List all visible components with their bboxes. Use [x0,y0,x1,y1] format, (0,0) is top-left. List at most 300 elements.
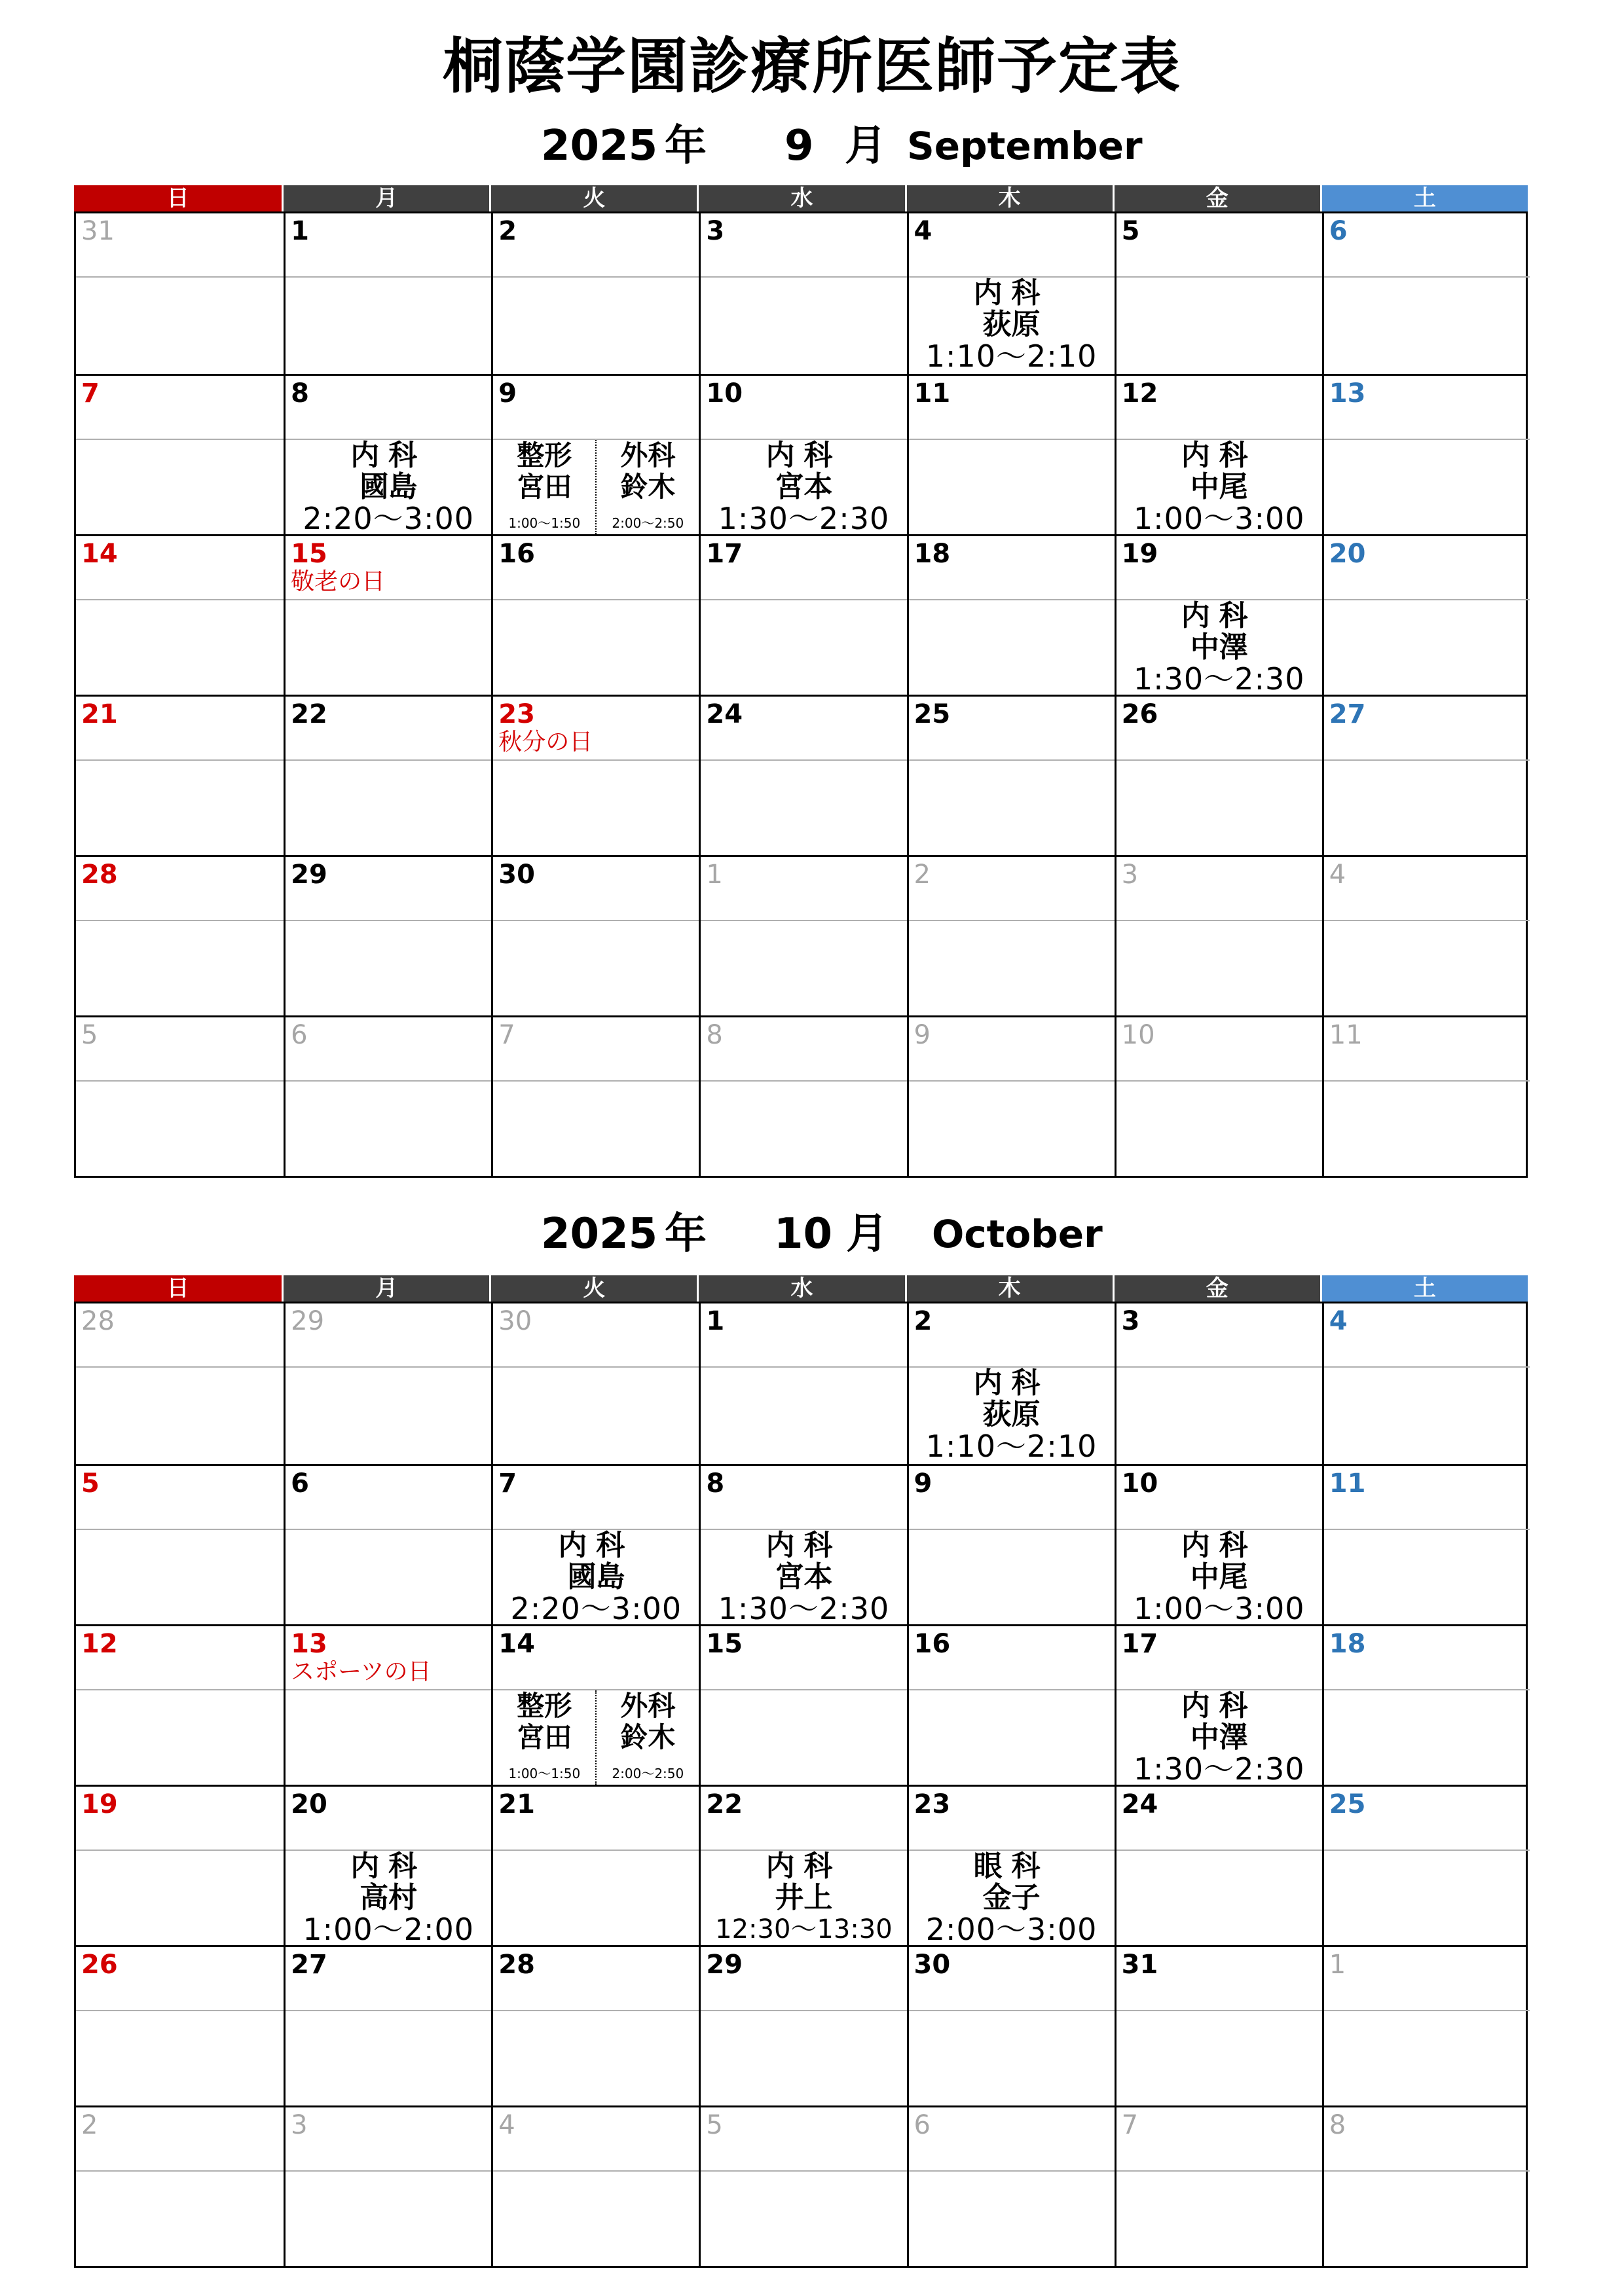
day-number: 3 [291,2110,308,2140]
day-number: 14 [81,539,118,569]
day-cell[interactable] [699,697,906,855]
day-cell[interactable] [699,1017,906,1176]
day-cell[interactable] [76,376,284,534]
time-range: 1:30～2:30 [718,1591,890,1626]
weekday-header: 金 [1113,1275,1320,1302]
weekday-header-row [74,1275,1528,1302]
day-number: 18 [1329,1629,1366,1659]
cell-divider [493,1080,699,1082]
day-cell[interactable] [491,697,699,855]
day-cell[interactable] [76,697,284,855]
day-number: 9 [913,1468,932,1499]
department: 内科 [350,439,427,472]
weekday-header: 土 [1320,185,1528,211]
weekday-header: 水 [697,1275,904,1302]
day-number: 5 [706,2110,723,2140]
day-cell[interactable] [284,857,491,1015]
day-cell[interactable] [284,1017,491,1176]
department: 内科 [973,1366,1050,1400]
year: 2025 [541,1210,658,1258]
doctor-name: 宮本 [775,470,833,503]
cell-divider [286,2170,491,2172]
day-number: 7 [81,378,100,409]
cell-divider [286,1689,491,1690]
week-row [76,855,1526,1015]
day-cell[interactable] [699,857,906,1015]
day-number: 4 [913,216,932,246]
day-number: 5 [81,1020,98,1050]
department: 内科 [1181,1529,1257,1562]
day-cell[interactable] [1322,1626,1530,1785]
doctor-schedule [1116,440,1322,534]
day-cell[interactable] [284,1787,491,1945]
day-cell[interactable] [491,1787,699,1945]
day-number: 3 [1121,1306,1140,1336]
doctor-schedule [595,440,699,534]
day-cell[interactable] [284,1303,491,1464]
holiday-label: 敬老の日 [291,568,386,595]
day-cell[interactable] [1115,1947,1322,2105]
day-number: 23 [913,1789,951,1819]
cell-divider [76,1850,284,1851]
day-cell[interactable] [1322,1017,1530,1176]
day-number: 6 [1329,216,1348,246]
day-cell[interactable] [907,2107,1115,2266]
cell-divider [701,2010,906,2011]
cell-divider [1116,1080,1322,1082]
time-range: 1:00～1:50 [508,515,581,531]
day-cell[interactable] [699,213,906,374]
calendar-grid [74,1302,1528,2268]
cell-divider [1324,1366,1530,1368]
day-number: 29 [291,860,327,890]
doctor-schedule [493,440,595,534]
cell-divider [1324,1689,1530,1690]
day-cell[interactable] [907,857,1115,1015]
weekday-header: 水 [697,185,904,211]
day-cell[interactable] [907,1626,1115,1785]
doctor-name: 中澤 [1190,630,1248,664]
doctor-schedule [493,1690,595,1785]
doctor-schedule [493,1530,699,1624]
day-number: 21 [81,699,118,729]
cell-divider [76,759,284,761]
day-number: 3 [1121,860,1139,890]
day-cell[interactable] [491,857,699,1015]
day-number: 10 [1121,1468,1158,1499]
day-cell[interactable] [76,1466,284,1624]
cell-divider [493,759,699,761]
day-cell[interactable] [1322,536,1530,695]
cell-divider [701,920,906,921]
day-cell[interactable] [1115,1303,1322,1464]
department: 内科 [766,439,842,472]
doctor-schedule [286,440,491,534]
doctor-name: 宮本 [775,1560,833,1594]
day-number: 3 [706,216,725,246]
day-number: 1 [291,216,309,246]
day-number: 13 [291,1629,327,1659]
cell-divider [1324,1529,1530,1530]
cell-divider [701,2170,906,2172]
day-cell[interactable] [76,1947,284,2105]
doctor-schedule [1116,600,1322,695]
cell-divider [493,276,699,278]
month-unit: 月 [846,1210,888,1258]
doctor-name: 荻原 [982,308,1041,341]
day-cell[interactable] [1115,697,1322,855]
day-number: 30 [913,1950,951,1980]
weekday-header: 土 [1320,1275,1528,1302]
time-range: 2:20～3:00 [510,1591,682,1626]
day-cell[interactable] [699,536,906,695]
weekday-header: 月 [282,185,489,211]
day-number: 25 [913,699,951,729]
weekday-header: 日 [74,185,282,211]
day-cell[interactable] [699,2107,906,2266]
day-number: 31 [1121,1950,1158,1980]
day-cell[interactable] [1115,2107,1322,2266]
day-cell[interactable] [1322,1787,1530,1945]
doctor-schedule [286,1851,491,1945]
day-number: 13 [1329,378,1366,409]
day-cell[interactable] [699,1626,906,1785]
page-title: 桐蔭学園診療所医師予定表 [442,31,1181,101]
day-cell[interactable] [907,1787,1115,1945]
day-number: 2 [913,1306,932,1336]
cell-divider [493,2170,699,2172]
day-cell[interactable] [699,1466,906,1624]
day-cell[interactable] [76,1787,284,1945]
day-number: 7 [498,1020,515,1050]
doctor-name: 宮田 [517,471,572,503]
month-number: 10 [774,1210,833,1258]
day-number: 28 [498,1950,535,1980]
week-row [76,1785,1526,1945]
week-row [76,1015,1526,1176]
day-cell[interactable] [1115,857,1322,1015]
day-cell[interactable] [76,536,284,695]
day-cell[interactable] [1322,1947,1530,2105]
day-cell[interactable] [699,1947,906,2105]
day-number: 24 [1121,1789,1158,1819]
day-number: 27 [1329,699,1366,729]
day-number: 17 [706,539,743,569]
day-number: 5 [81,1468,100,1499]
doctor-schedule [701,1851,906,1945]
holiday-label: スポーツの日 [291,1658,432,1685]
cell-divider [76,2170,284,2172]
department: 外科 [620,439,676,471]
split-schedule [493,440,699,534]
day-cell[interactable] [284,376,491,534]
week-row [76,1624,1526,1785]
day-cell[interactable] [284,536,491,695]
department: 内科 [766,1850,842,1883]
cell-divider [493,1366,699,1368]
doctor-schedule [909,278,1115,372]
time-range: 1:30～2:30 [718,501,890,536]
day-cell[interactable] [284,2107,491,2266]
day-number: 7 [498,1468,517,1499]
day-number: 20 [1329,539,1366,569]
day-cell[interactable] [1322,697,1530,855]
weekday-header-row [74,185,1528,211]
day-number: 14 [498,1629,535,1659]
cell-divider [286,759,491,761]
week-row [76,374,1526,534]
weekday-header: 金 [1113,185,1320,211]
day-cell[interactable] [907,1466,1115,1624]
cell-divider [286,2010,491,2011]
weekday-header: 木 [905,1275,1113,1302]
day-number: 29 [291,1306,325,1336]
cell-divider [493,599,699,600]
cell-divider [701,276,906,278]
day-number: 30 [498,860,535,890]
day-number: 26 [1121,699,1158,729]
day-cell[interactable] [76,857,284,1015]
day-cell[interactable] [76,1626,284,1785]
day-cell[interactable] [76,213,284,374]
cell-divider [286,599,491,600]
week-row [76,1464,1526,1624]
cell-divider [1324,599,1530,600]
day-number: 5 [1121,216,1140,246]
day-cell[interactable] [1115,536,1322,695]
day-cell[interactable] [699,376,906,534]
day-number: 1 [706,1306,725,1336]
cell-divider [1116,276,1322,278]
calendar-grid [74,211,1528,1178]
day-number: 27 [291,1950,327,1980]
cell-divider [1324,759,1530,761]
day-cell[interactable] [907,1017,1115,1176]
day-number: 8 [291,378,309,409]
doctor-name: 國島 [360,470,418,503]
day-number: 1 [706,860,723,890]
day-cell[interactable] [1322,857,1530,1015]
cell-divider [1324,1080,1530,1082]
day-number: 6 [291,1020,308,1050]
day-cell[interactable] [491,2107,699,2266]
day-number: 15 [291,539,327,569]
day-number: 7 [1121,2110,1139,2140]
day-cell[interactable] [76,2107,284,2266]
day-number: 6 [913,2110,931,2140]
cell-divider [1324,2170,1530,2172]
cell-divider [909,2170,1115,2172]
week-row [76,213,1526,374]
cell-divider [1116,1366,1322,1368]
doctor-name: 中澤 [1190,1721,1248,1754]
cell-divider [76,1529,284,1530]
day-cell[interactable] [1115,1017,1322,1176]
day-cell[interactable] [491,376,699,534]
doctor-schedule [701,440,906,534]
day-number: 10 [706,378,743,409]
year-unit: 年 [665,1210,707,1258]
day-cell[interactable] [1322,213,1530,374]
week-row [76,1945,1526,2105]
day-cell[interactable] [491,536,699,695]
cell-divider [76,2010,284,2011]
cell-divider [909,1689,1115,1690]
day-number: 8 [706,1020,723,1050]
doctor-schedule [595,1690,699,1785]
day-cell[interactable] [1115,376,1322,534]
calendar-september [74,185,1528,1178]
cell-divider [76,920,284,921]
day-cell[interactable] [907,1947,1115,2105]
time-range: 1:10～2:10 [925,338,1098,374]
day-number: 28 [81,1306,115,1336]
year-unit: 年 [665,122,707,170]
cell-divider [909,2010,1115,2011]
cell-divider [76,439,284,440]
month-name-en: October [932,1212,1103,1256]
day-number: 12 [81,1629,118,1659]
day-cell[interactable] [284,213,491,374]
day-number: 16 [913,1629,951,1659]
cell-divider [286,276,491,278]
department: 眼科 [973,1850,1050,1883]
cell-divider [493,2010,699,2011]
cell-divider [701,759,906,761]
cell-divider [76,1689,284,1690]
day-cell[interactable] [491,1947,699,2105]
day-number: 20 [291,1789,327,1819]
day-cell[interactable] [1115,1626,1322,1785]
day-number: 15 [706,1629,743,1659]
weekday-header: 日 [74,1275,282,1302]
doctor-schedule [701,1530,906,1624]
day-number: 22 [291,699,327,729]
day-cell[interactable] [76,1303,284,1464]
cell-divider [286,1366,491,1368]
weekday-header: 木 [905,185,1113,211]
cell-divider [286,1529,491,1530]
day-number: 4 [498,2110,515,2140]
week-row [76,534,1526,695]
day-number: 9 [498,378,517,409]
doctor-name: 荻原 [982,1398,1041,1431]
day-number: 21 [498,1789,535,1819]
day-number: 19 [81,1789,118,1819]
department: 内科 [558,1529,635,1562]
weekday-header: 火 [489,185,697,211]
day-cell[interactable] [699,1303,906,1464]
doctor-name: 中尾 [1190,1560,1248,1594]
doctor-name: 鈴木 [620,471,676,503]
day-number: 31 [81,216,115,246]
day-number: 11 [1329,1468,1366,1499]
day-number: 18 [913,539,951,569]
time-range: 2:00～3:00 [925,1912,1098,1947]
cell-divider [76,1366,284,1368]
doctor-schedule [1116,1690,1322,1785]
day-cell[interactable] [907,697,1115,855]
split-schedule [493,1690,699,1785]
day-number: 6 [291,1468,309,1499]
day-cell[interactable] [907,376,1115,534]
month-heading-october [0,1198,1624,1270]
day-cell[interactable] [1322,1303,1530,1464]
day-cell[interactable] [491,1466,699,1624]
cell-divider [909,599,1115,600]
day-number: 17 [1121,1629,1158,1659]
time-range: 1:30～2:30 [1133,1751,1305,1787]
day-cell[interactable] [907,1303,1115,1464]
day-cell[interactable] [284,1466,491,1624]
department: 内科 [1181,439,1257,472]
cell-divider [76,599,284,600]
cell-divider [1324,920,1530,921]
weekday-header: 火 [489,1275,697,1302]
department: 外科 [620,1690,676,1722]
time-range: 1:00～1:50 [508,1766,581,1781]
day-number: 4 [1329,1306,1348,1336]
cell-divider [1116,1850,1322,1851]
week-row [76,1303,1526,1464]
time-range: 2:20～3:00 [303,501,474,536]
day-number: 28 [81,860,118,890]
cell-divider [909,1080,1115,1082]
cell-divider [1116,2170,1322,2172]
day-cell[interactable] [76,1017,284,1176]
day-number: 12 [1121,378,1158,409]
day-cell[interactable] [491,213,699,374]
cell-divider [909,1529,1115,1530]
time-range: 12:30～13:30 [715,1914,893,1944]
day-number: 23 [498,699,535,729]
doctor-schedule [909,1368,1115,1462]
cell-divider [701,1689,906,1690]
month-number: 9 [784,122,814,170]
day-cell[interactable] [1115,213,1322,374]
day-cell[interactable] [1322,2107,1530,2266]
doctor-name: 井上 [775,1881,833,1914]
cell-divider [1324,439,1530,440]
day-cell[interactable] [1322,1466,1530,1624]
month-unit: 月 [845,122,887,170]
day-cell[interactable] [491,1017,699,1176]
day-cell[interactable] [1115,1787,1322,1945]
day-cell[interactable] [1322,376,1530,534]
day-number: 1 [1329,1950,1346,1980]
day-cell[interactable] [907,536,1115,695]
day-number: 2 [498,216,517,246]
day-cell[interactable] [1115,1466,1322,1624]
doctor-name: 金子 [982,1881,1041,1914]
cell-divider [1116,2010,1322,2011]
day-number: 29 [706,1950,743,1980]
day-cell[interactable] [907,213,1115,374]
day-cell[interactable] [284,1947,491,2105]
time-range: 2:00～2:50 [612,515,684,531]
day-cell[interactable] [284,697,491,855]
day-cell[interactable] [284,1626,491,1785]
day-cell[interactable] [491,1303,699,1464]
doctor-name: 國島 [567,1560,625,1594]
week-row [76,695,1526,855]
cell-divider [701,1366,906,1368]
day-cell[interactable] [699,1787,906,1945]
cell-divider [493,1850,699,1851]
day-cell[interactable] [491,1626,699,1785]
day-number: 8 [1329,2110,1346,2140]
year: 2025 [541,122,658,170]
